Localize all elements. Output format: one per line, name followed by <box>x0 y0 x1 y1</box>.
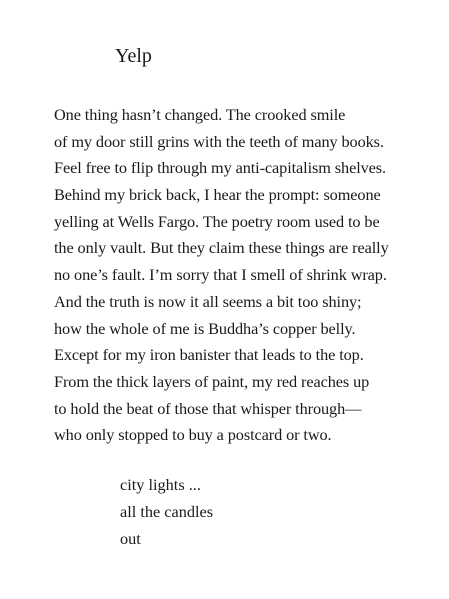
poem-line: no one’s fault. I’m sorry that I smell of shrink wrap. <box>54 265 387 285</box>
haiku-line: all the candles <box>120 502 214 521</box>
poem-line: to hold the beat of those that whisper through— <box>54 398 362 418</box>
haiku-line: city lights ... <box>120 475 201 494</box>
poem-line: From the thick layers of paint, my red reaches up <box>54 371 370 391</box>
poem-line: who only stopped to buy a postcard or two. <box>54 425 332 445</box>
poem-line: of my door still grins with the teeth of many books. <box>54 131 384 151</box>
poem-line: Behind my brick back, I hear the prompt: someone <box>54 185 381 205</box>
poem-line: And the truth is now it all seems a bit too shiny; <box>54 291 362 311</box>
poem-line: the only vault. But they claim these things are really <box>54 238 389 258</box>
haiku-line: out <box>120 529 141 548</box>
poem-stanza <box>54 102 389 449</box>
poem-line: how the whole of me is Buddha’s copper belly. <box>54 318 356 338</box>
poem-line: yelling at Wells Fargo. The poetry room used to be <box>54 211 380 231</box>
poem-line: One thing hasn’t changed. The crooked smile <box>54 105 346 124</box>
poem-line: Feel free to flip through my anti-capitalism shelves. <box>54 158 386 178</box>
poem-title: Yelp <box>115 45 152 67</box>
haiku-stanza <box>120 471 213 552</box>
poem-line: Except for my iron banister that leads to the top. <box>54 345 364 365</box>
